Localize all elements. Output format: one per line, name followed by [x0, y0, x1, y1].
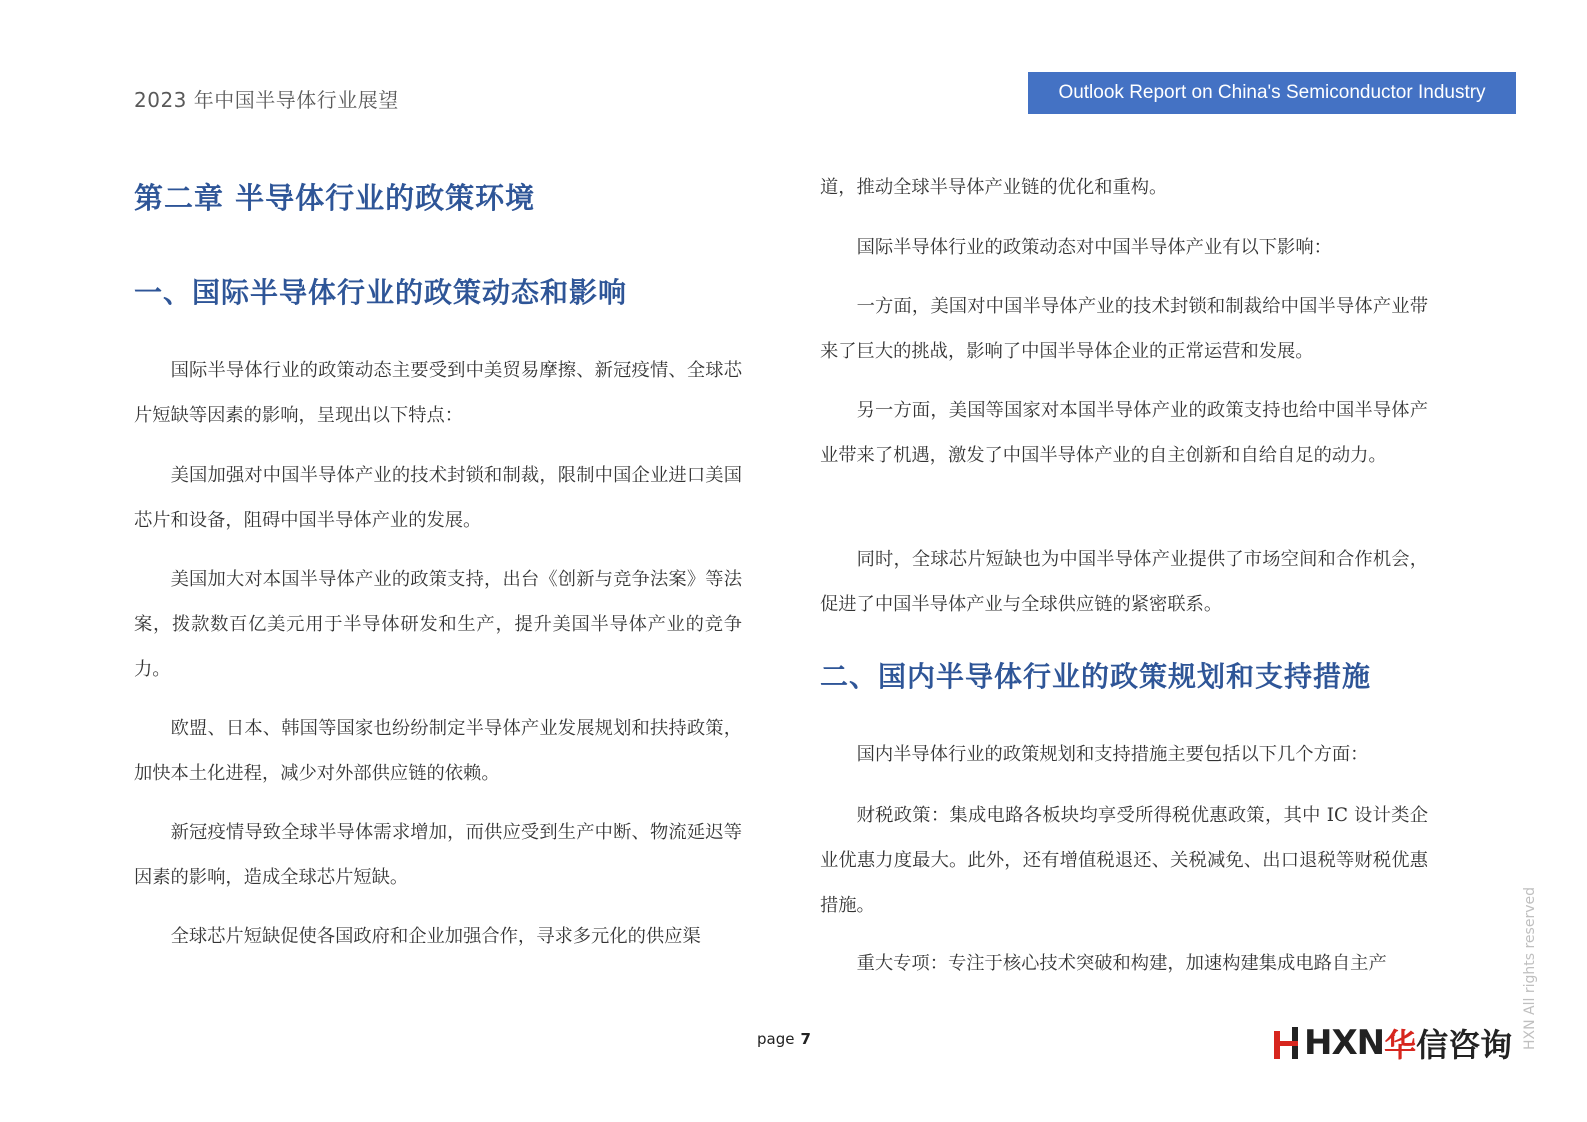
chapter-title: 第二章 半导体行业的政策环境 [134, 181, 536, 215]
paragraph: 国际半导体行业的政策动态主要受到中美贸易摩擦、新冠疫情、全球芯片短缺等因素的影响，呈现出以下特点： [134, 360, 742, 426]
report-banner: Outlook Report on China's Semiconductor Industry [1028, 72, 1516, 114]
page-label: page [757, 1030, 795, 1048]
document-title: 2023 年中国半导体行业展望 [134, 88, 399, 112]
page-number-value: 7 [800, 1030, 811, 1048]
paragraph: 美国加大对本国半导体产业的政策支持，出台《创新与竞争法案》等法案，拨款数百亿美元用于半导体研发和生产，提升美国半导体产业的竞争力。 [134, 569, 742, 680]
paragraph: 欧盟、日本、韩国等国家也纷纷制定半导体产业发展规划和扶持政策，加快本土化进程，减少对外部供应链的依赖。 [134, 718, 742, 784]
paragraph: 同时，全球芯片短缺也为中国半导体产业提供了市场空间和合作机会，促进了中国半导体产业与全球供应链的紧密联系。 [820, 549, 1428, 615]
paragraph-continuation: 道，推动全球半导体产业链的优化和重构。 [820, 177, 1168, 198]
paragraph: 重大专项：专注于核心技术突破和构建，加速构建集成电路自主产 [856, 953, 1387, 974]
paragraph: 国内半导体行业的政策规划和支持措施主要包括以下几个方面： [856, 744, 1369, 765]
section-title-international: 一、国际半导体行业的政策动态和影响 [134, 276, 628, 309]
paragraph: 一方面，美国对中国半导体产业的技术封锁和制裁给中国半导体产业带来了巨大的挑战，影响了中国半导体企业的正常运营和发展。 [820, 296, 1428, 362]
paragraph: 新冠疫情导致全球半导体需求增加，而供应受到生产中断、物流延迟等因素的影响，造成全球芯片短缺。 [134, 822, 742, 888]
paragraph: 国际半导体行业的政策动态对中国半导体产业有以下影响： [856, 237, 1332, 258]
logo-chinese-text: 华信咨询 [1384, 1026, 1513, 1064]
paragraph: 财税政策：集成电路各板块均享受所得税优惠政策，其中 IC 设计类企业优惠力度最大。此外，还有增值税退还、关税减免、出口退税等财税优惠措施。 [820, 805, 1428, 916]
paragraph: 全球芯片短缺促使各国政府和企业加强合作，寻求多元化的供应渠 [170, 926, 701, 947]
company-logo [1272, 1020, 1512, 1066]
section-title-domestic: 二、国内半导体行业的政策规划和支持措施 [820, 660, 1372, 693]
paragraph: 美国加强对中国半导体产业的技术封锁和制裁，限制中国企业进口美国芯片和设备，阻碍中国半导体产业的发展。 [134, 465, 742, 531]
paragraph: 另一方面，美国等国家对本国半导体产业的政策支持也给中国半导体产业带来了机遇，激发了中国半导体产业的自主创新和自给自足的动力。 [820, 400, 1428, 466]
rights-watermark: HXN All rights reserved [1522, 887, 1538, 1050]
logo-mark-icon [1272, 1023, 1302, 1063]
logo-latin-text: HXN [1304, 1023, 1385, 1063]
page-number [757, 1030, 811, 1048]
